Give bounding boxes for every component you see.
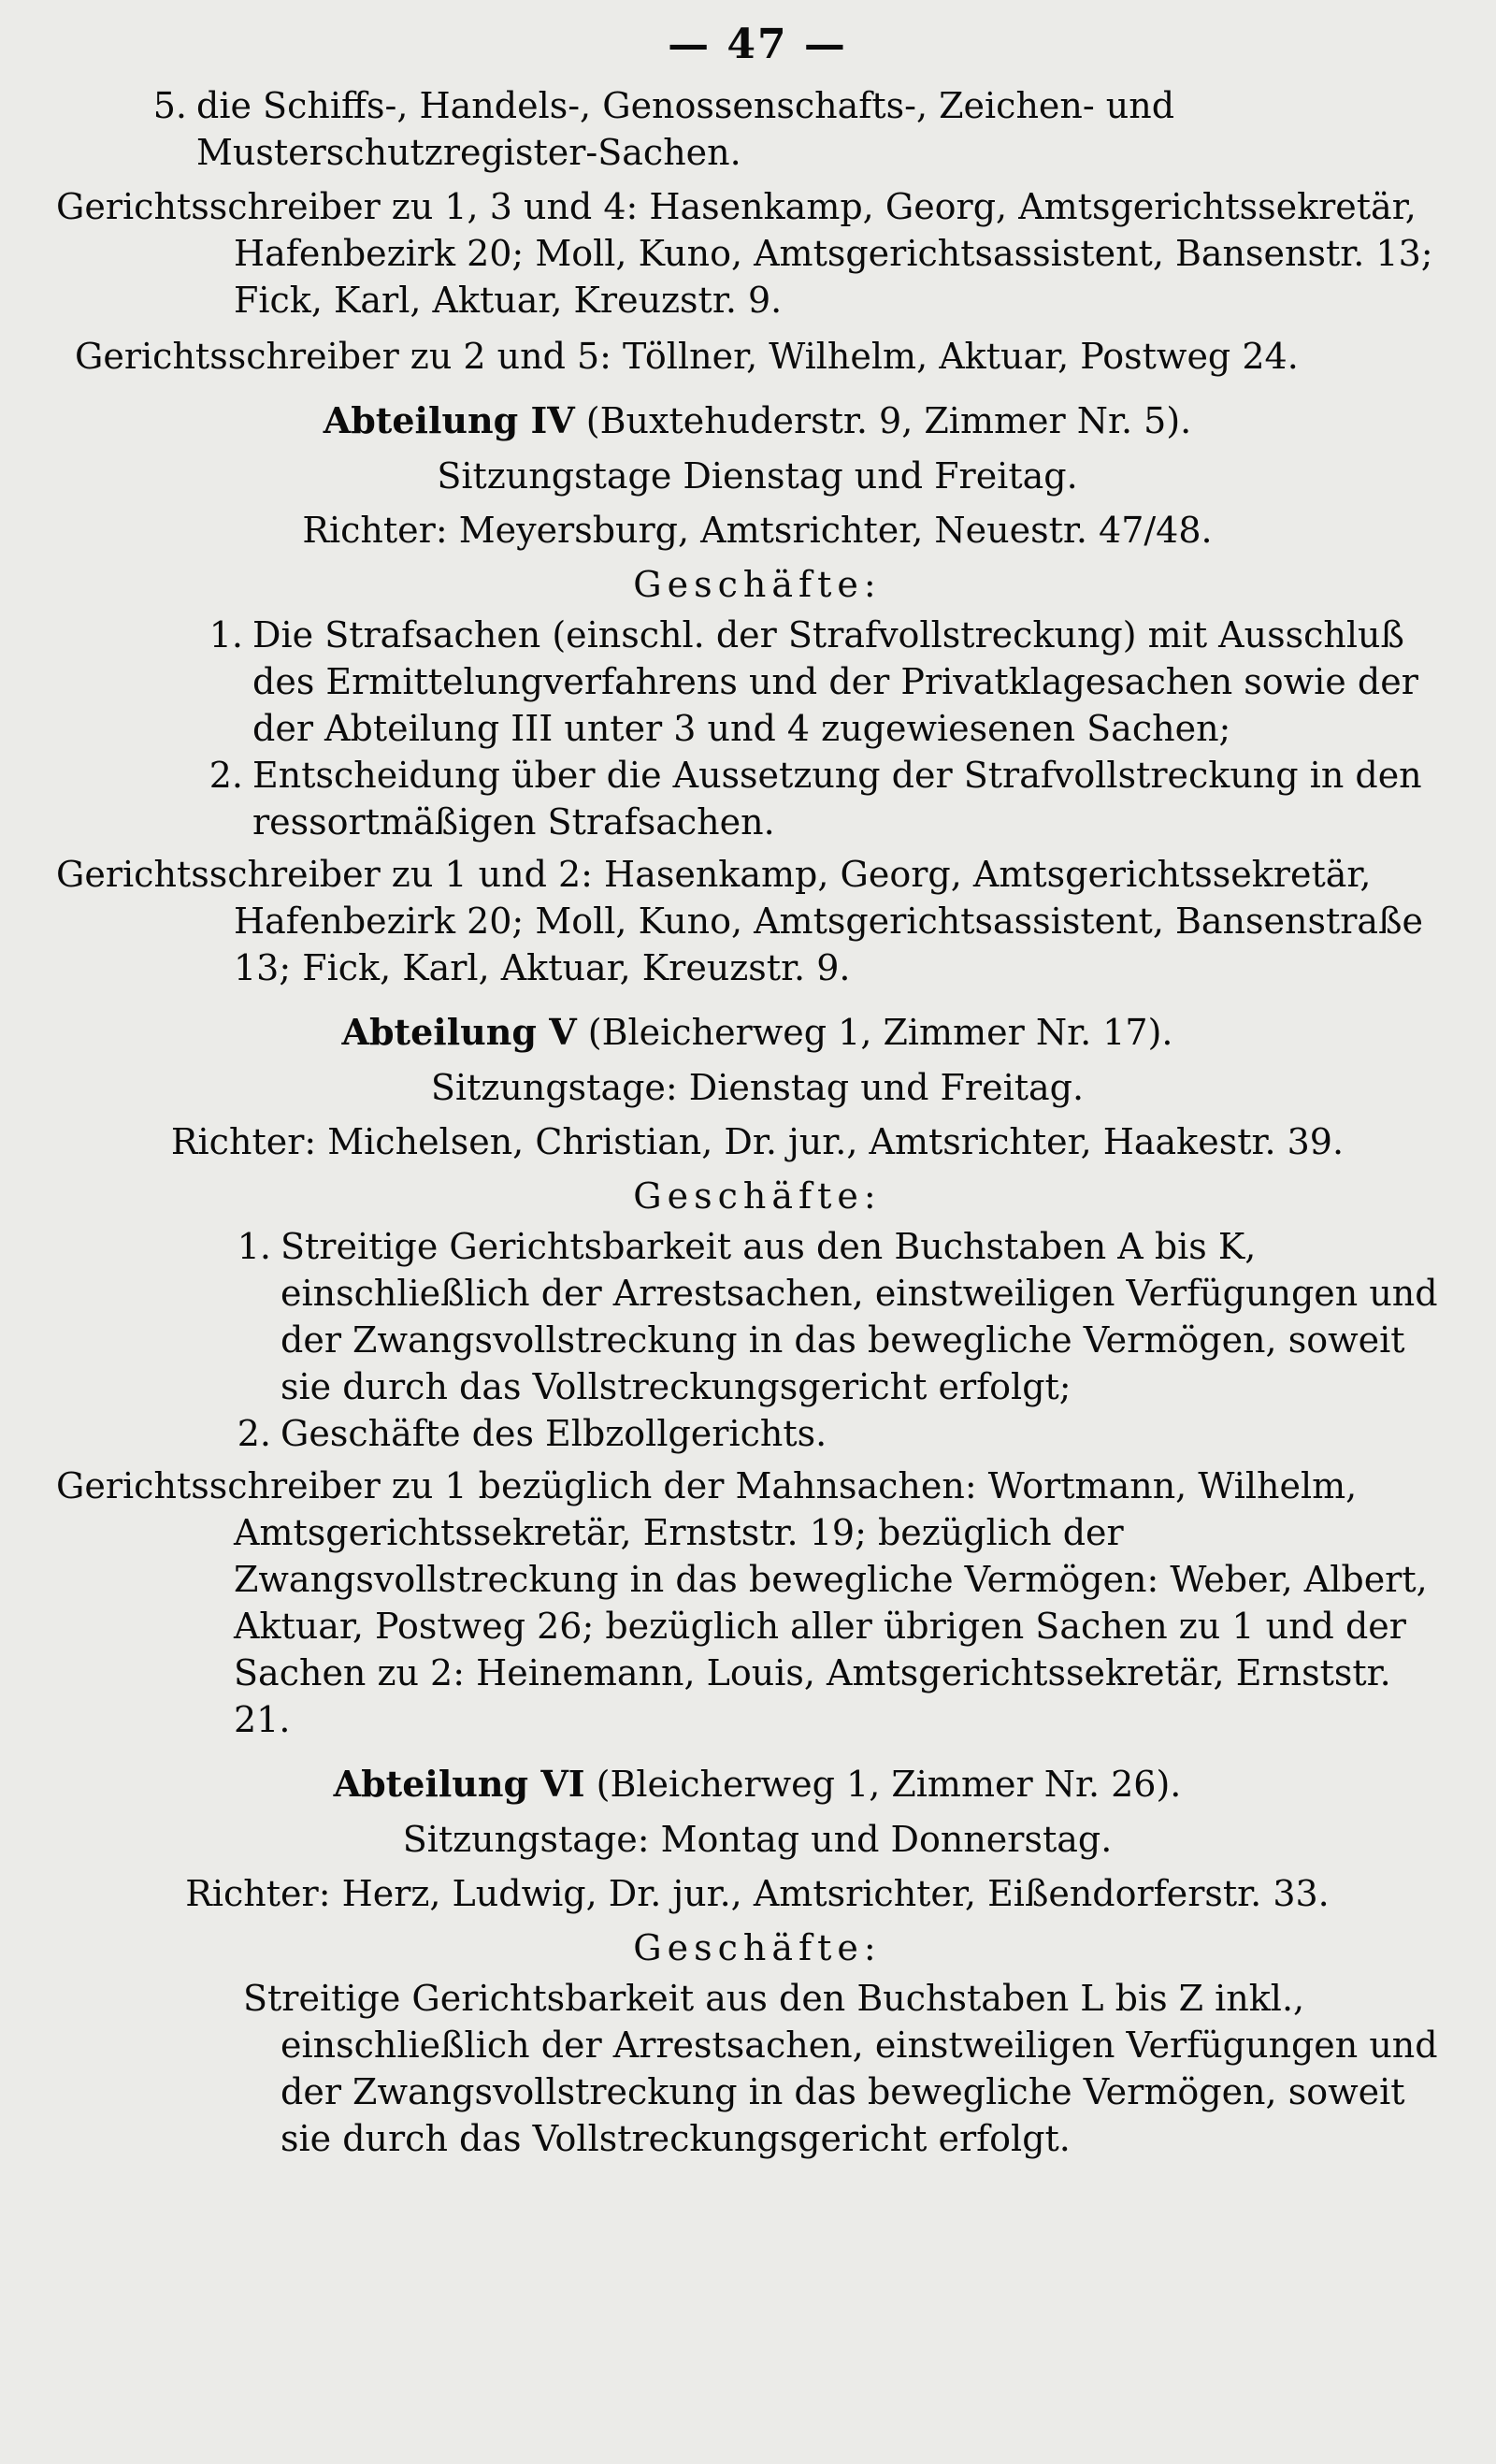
list-item-text: Streitige Gerichtsbarkeit aus den Buchstaben A bis K, einschließlich der Arrestsachen, einstweiligen Verfügungen und der Zwangsvollstreckung in das bewegliche Vermögen, soweit sie durch das Vollstreckungsgericht erfolgt; [280,1226,1438,1407]
session-days: Sitzungstage: Montag und Donnerstag. [402,1819,1113,1860]
list-item-number: 1. [237,1226,271,1267]
list-item-text: Die Strafsachen (einschl. der Strafvollstreckung) mit Ausschluß des Ermittelungverfahrens und der Privatklagesachen sowie der der Abteilung III unter 3 und 4 zugewiesenen Sachen; [252,614,1418,749]
department-name: Abteilung V [341,1011,577,1053]
tasks-label: Geschäfte: [633,564,882,605]
page-text-area [56,17,1459,2171]
department-location: (Bleicherweg 1, Zimmer Nr. 17). [576,1012,1173,1053]
section-heading [56,1006,1459,1059]
list-item-number: 1. [209,614,243,656]
clerks-paragraph: Gerichtsschreiber zu 2 und 5: Töllner, Wilhelm, Aktuar, Postweg 24. [75,336,1299,377]
judge-line: Richter: Herz, Ludwig, Dr. jur., Amtsrichter, Eißendorferstr. 33. [185,1873,1330,1914]
department-name: Abteilung VI [333,1763,585,1805]
list-item-number: 2. [209,755,243,796]
list-item [56,82,1459,176]
department-name: Abteilung IV [323,399,575,441]
list-item-number: 5. [152,85,187,126]
list-item [187,612,1459,752]
clerks-paragraph: Gerichtsschreiber zu 1 und 2: Hasenkamp, Georg, Amtsgerichtssekretär, Hafenbezirk 20; Moll, Kuno, Amtsgerichtsassistent, Bansenstraße 13; Fick, Karl, Aktuar, Kreuzstr. 9. [56,854,1423,988]
clerks-paragraph: Gerichtsschreiber zu 1, 3 und 4: Hasenkamp, Georg, Amtsgerichtssekretär, Hafenbezirk 20; Moll, Kuno, Amtsgerichtsassistent, Bansenstr. 13; Fick, Karl, Aktuar, Kreuzstr. 9. [56,186,1433,321]
page-number: — 47 — [668,21,847,68]
section-heading [56,395,1459,447]
list-item-text: die Schiffs-, Handels-, Genossenschafts-, Zeichen- und Musterschutzregister-Sachen. [196,85,1175,173]
list-item-text: Entscheidung über die Aussetzung der Strafvollstreckung in den ressortmäßigen Strafsachen. [252,755,1422,843]
task-list [56,1223,1459,1457]
department-location: (Bleicherweg 1, Zimmer Nr. 26). [584,1764,1182,1805]
section-heading [56,1758,1459,1810]
judge-line: Richter: Michelsen, Christian, Dr. jur., Amtsrichter, Haakestr. 39. [170,1121,1345,1162]
session-days: Sitzungstage: Dienstag und Freitag. [430,1067,1085,1108]
clerks-paragraph: Gerichtsschreiber zu 1 bezüglich der Mahnsachen: Wortmann, Wilhelm, Amtsgerichtssekretär, Ernststr. 19; bezüglich der Zwangsvollstreckung in das bewegliche Vermögen: Weber, Albert, Aktuar, Postweg 26; bezüglich aller übrigen Sachen zu 1 und der Sachen zu 2: Heinemann, Louis, Amtsgerichtssekretär, Ernststr. 21. [56,1465,1428,1740]
task-list [56,612,1459,845]
session-days: Sitzungstage Dienstag und Freitag. [437,455,1078,497]
list-item [187,752,1459,845]
judge-line: Richter: Meyersburg, Amtsrichter, Neuestr. 47/48. [302,510,1213,551]
task-paragraph: Streitige Gerichtsbarkeit aus den Buchstaben L bis Z inkl., einschließlich der Arrestsachen, einstweiligen Verfügungen und der Zwangsvollstreckung in das bewegliche Vermögen, soweit sie durch das Vollstreckungsgericht erfolgt. [243,1978,1438,2159]
list-item-text: Geschäfte des Elbzollgerichts. [280,1413,827,1454]
tasks-label: Geschäfte: [633,1175,882,1217]
list-item [215,1223,1459,1410]
tasks-label: Geschäfte: [633,1927,882,1968]
department-location: (Buxtehuderstr. 9, Zimmer Nr. 5). [574,400,1192,441]
list-item-number: 2. [237,1413,271,1454]
list-item [215,1410,1459,1457]
